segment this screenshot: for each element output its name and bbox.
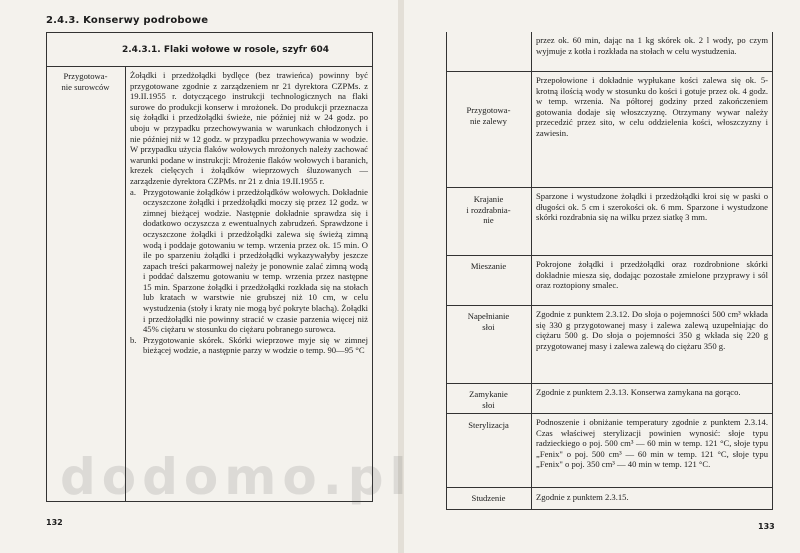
column-divider — [125, 67, 126, 501]
page-number: 133 — [758, 522, 775, 531]
row-content: Zgodnie z punktem 2.3.15. — [536, 492, 629, 502]
row-label: Studzenie — [471, 493, 506, 503]
row-label: Mieszanie — [470, 261, 507, 271]
row-content: Pokrojone żołądki i przedżołądki oraz rozdrobnione skórki dokładnie miesza się, dodając pozostałe zmielone przyprawy i sól oraz roztopiony smalec. — [536, 259, 768, 291]
table-heading: 2.4.3.1. Flaki wołowe w rosole, szyfr 604 — [47, 33, 372, 67]
row-label: Napełnianie słoi — [467, 311, 510, 332]
list-marker: a. — [130, 186, 136, 197]
recipe-table-right — [446, 32, 773, 510]
row-label: Sterylizacja — [468, 420, 509, 430]
column-divider — [531, 414, 532, 487]
table-row — [447, 306, 772, 384]
continuation-text: przez ok. 60 min, dając na 1 kg skórek ok. 2 l wody, po czym wyjmuje z kotła i rozkłada na stołach w celu wystudzenia. — [536, 35, 768, 56]
left-page — [0, 0, 398, 553]
section-heading: 2.4.3. Konserwy podrobowe — [46, 15, 209, 26]
page-number: 132 — [46, 518, 63, 527]
row-content: Sparzone i wystudzone żołądki i przedżołądki kroi się w paski o długości ok. 5 cm i szerokości ok. 6 mm. Sparzone i wystudzone skórki rozdrabnia się na wilku przez siatkę 3 mm. — [536, 191, 768, 223]
column-divider — [531, 384, 532, 413]
table-row — [47, 67, 372, 501]
list-item — [130, 335, 368, 356]
list-item-text: Przygotowanie skórek. Skórki wieprzowe myje się w zimnej bieżącej wodzie, a następnie parzy w wodzie o temp. 90—95 °C — [143, 334, 368, 356]
row-label: Przygotowa- nie surowców — [61, 71, 110, 92]
table-row — [447, 384, 772, 414]
row-label: Zamykanie słoi — [469, 389, 508, 410]
list-item — [130, 187, 368, 335]
row-content — [130, 70, 368, 356]
column-divider — [531, 306, 532, 383]
row-label: Przygotowa- nie zalewy — [466, 105, 511, 126]
row-content: Podnoszenie i obniżanie temperatury zgodnie z punktem 2.3.14. Czas właściwej sterylizacji powinien wynosić: słoje typu radzieckiego o poj. 500 cm³ — 60 min w temp. 121 °C, słoje typu „Fenix" o poj. 500 cm³ — 60 min w temp. 121 °C, słoje typu „Fenix" o poj. 350 cm³ — 40 min w temp. 121 °C. — [536, 417, 768, 470]
row-label: Krajanie i rozdrabnia- nie — [466, 194, 511, 226]
row-content: Przepołowione i dokładnie wypłukane kości zalewa się ok. 5-krotną ilością wody w stosunku do kości i gotuje przez ok. 4 godz. w temp. wrzenia. Na półtorej godziny przed zakończeniem gotowania dodaje się włoszczyznę. Otrzymany wywar należy przecedzić przez sito, w celu oddzielenia kości, włoszczyzny i zawiesin. — [536, 75, 768, 138]
list-marker: b. — [130, 334, 137, 345]
column-divider — [531, 256, 532, 305]
column-divider — [531, 32, 532, 71]
recipe-table-left — [46, 32, 373, 502]
intro-paragraph: Żołądki i przedżołądki bydlęce (bez trawieńca) powinny być przygotowane zgodnie z zarządzeniem nr 21 dyrektora CZPMs. z 19.II.1955 r. dotyczącego instrukcji technologicznych na flaki surowe do produkcji konserw i mrożonek. Do produkcji przeznacza się żołądki i przedżołądki świeże, nie później niż w 24 godz. po uboju w przypadku przechowywania w warunkach chłodzonych i nie później niż w 12 godz. w przypadku przechowywania w wodzie. W przypadku użycia flaków wołowych mrożonych należy zachować warunki podane w instrukcji: Mrożenie flaków wołowych i baranich, krezek cielęcych i żołądków wieprzowych śluzowanych — zarządzenie dyrektora CZPMs. nr 21 z dnia 19.II.1955 r. — [130, 70, 368, 186]
table-row — [447, 188, 772, 256]
table-row — [447, 256, 772, 306]
row-content: Zgodnie z punktem 2.3.12. Do słoja o pojemności 500 cm³ wkłada się 330 g przygotowanej masy i zalewa zalewą uzupełniając do ciężaru 500 g. Do słoja o pojemności 350 g wkłada się 220 g przygotowanej masy i zalewa zalewą do ciężaru 350 g. — [536, 309, 768, 351]
table-row — [447, 414, 772, 488]
column-divider — [531, 188, 532, 255]
row-content: Zgodnie z punktem 2.3.13. Konserwa zamykana na gorąco. — [536, 387, 741, 397]
table-row — [447, 488, 772, 510]
column-divider — [531, 488, 532, 510]
column-divider — [531, 72, 532, 187]
list-item-text: Przygotowanie żołądków i przedżołądków wołowych. Dokładnie oczyszczone żołądki i przedżołądki moczy się przez 12 godz. w zimnej bieżącej wodzie. Następnie dokładnie sprawdza się i dodatkowo oczyszcza z ewentualnych zabrudzeń. Sprawdzone i oczyszczone żołądki i przedżołądki zalewa się świeżą zimną wodą i poddaje gotowaniu w temp. wrzenia przez ok. 15 min. O ile po sparzeniu żołądki i przedżołądki wykazywałyby jeszcze zapach treści pakarmowej należy je ponownie zalać zimną wodą i poddać dalszemu gotowaniu w temp. wrzenia przez następne 15 min. Sparzone żołądki i przedżołądki rozkłada się na stołach lub kratach w warstwie nie grubszej niż 10 cm, w celu wystudzenia (stoły i kraty nie mogą być pokryte blachą). Żołądki i przedżołądki nie powinny stracić w czasie parzenia więcej niż 45% ciężaru w stosunku do ciężaru pobranego surowca. — [143, 186, 368, 335]
table-row — [447, 72, 772, 188]
table-row — [447, 32, 772, 72]
